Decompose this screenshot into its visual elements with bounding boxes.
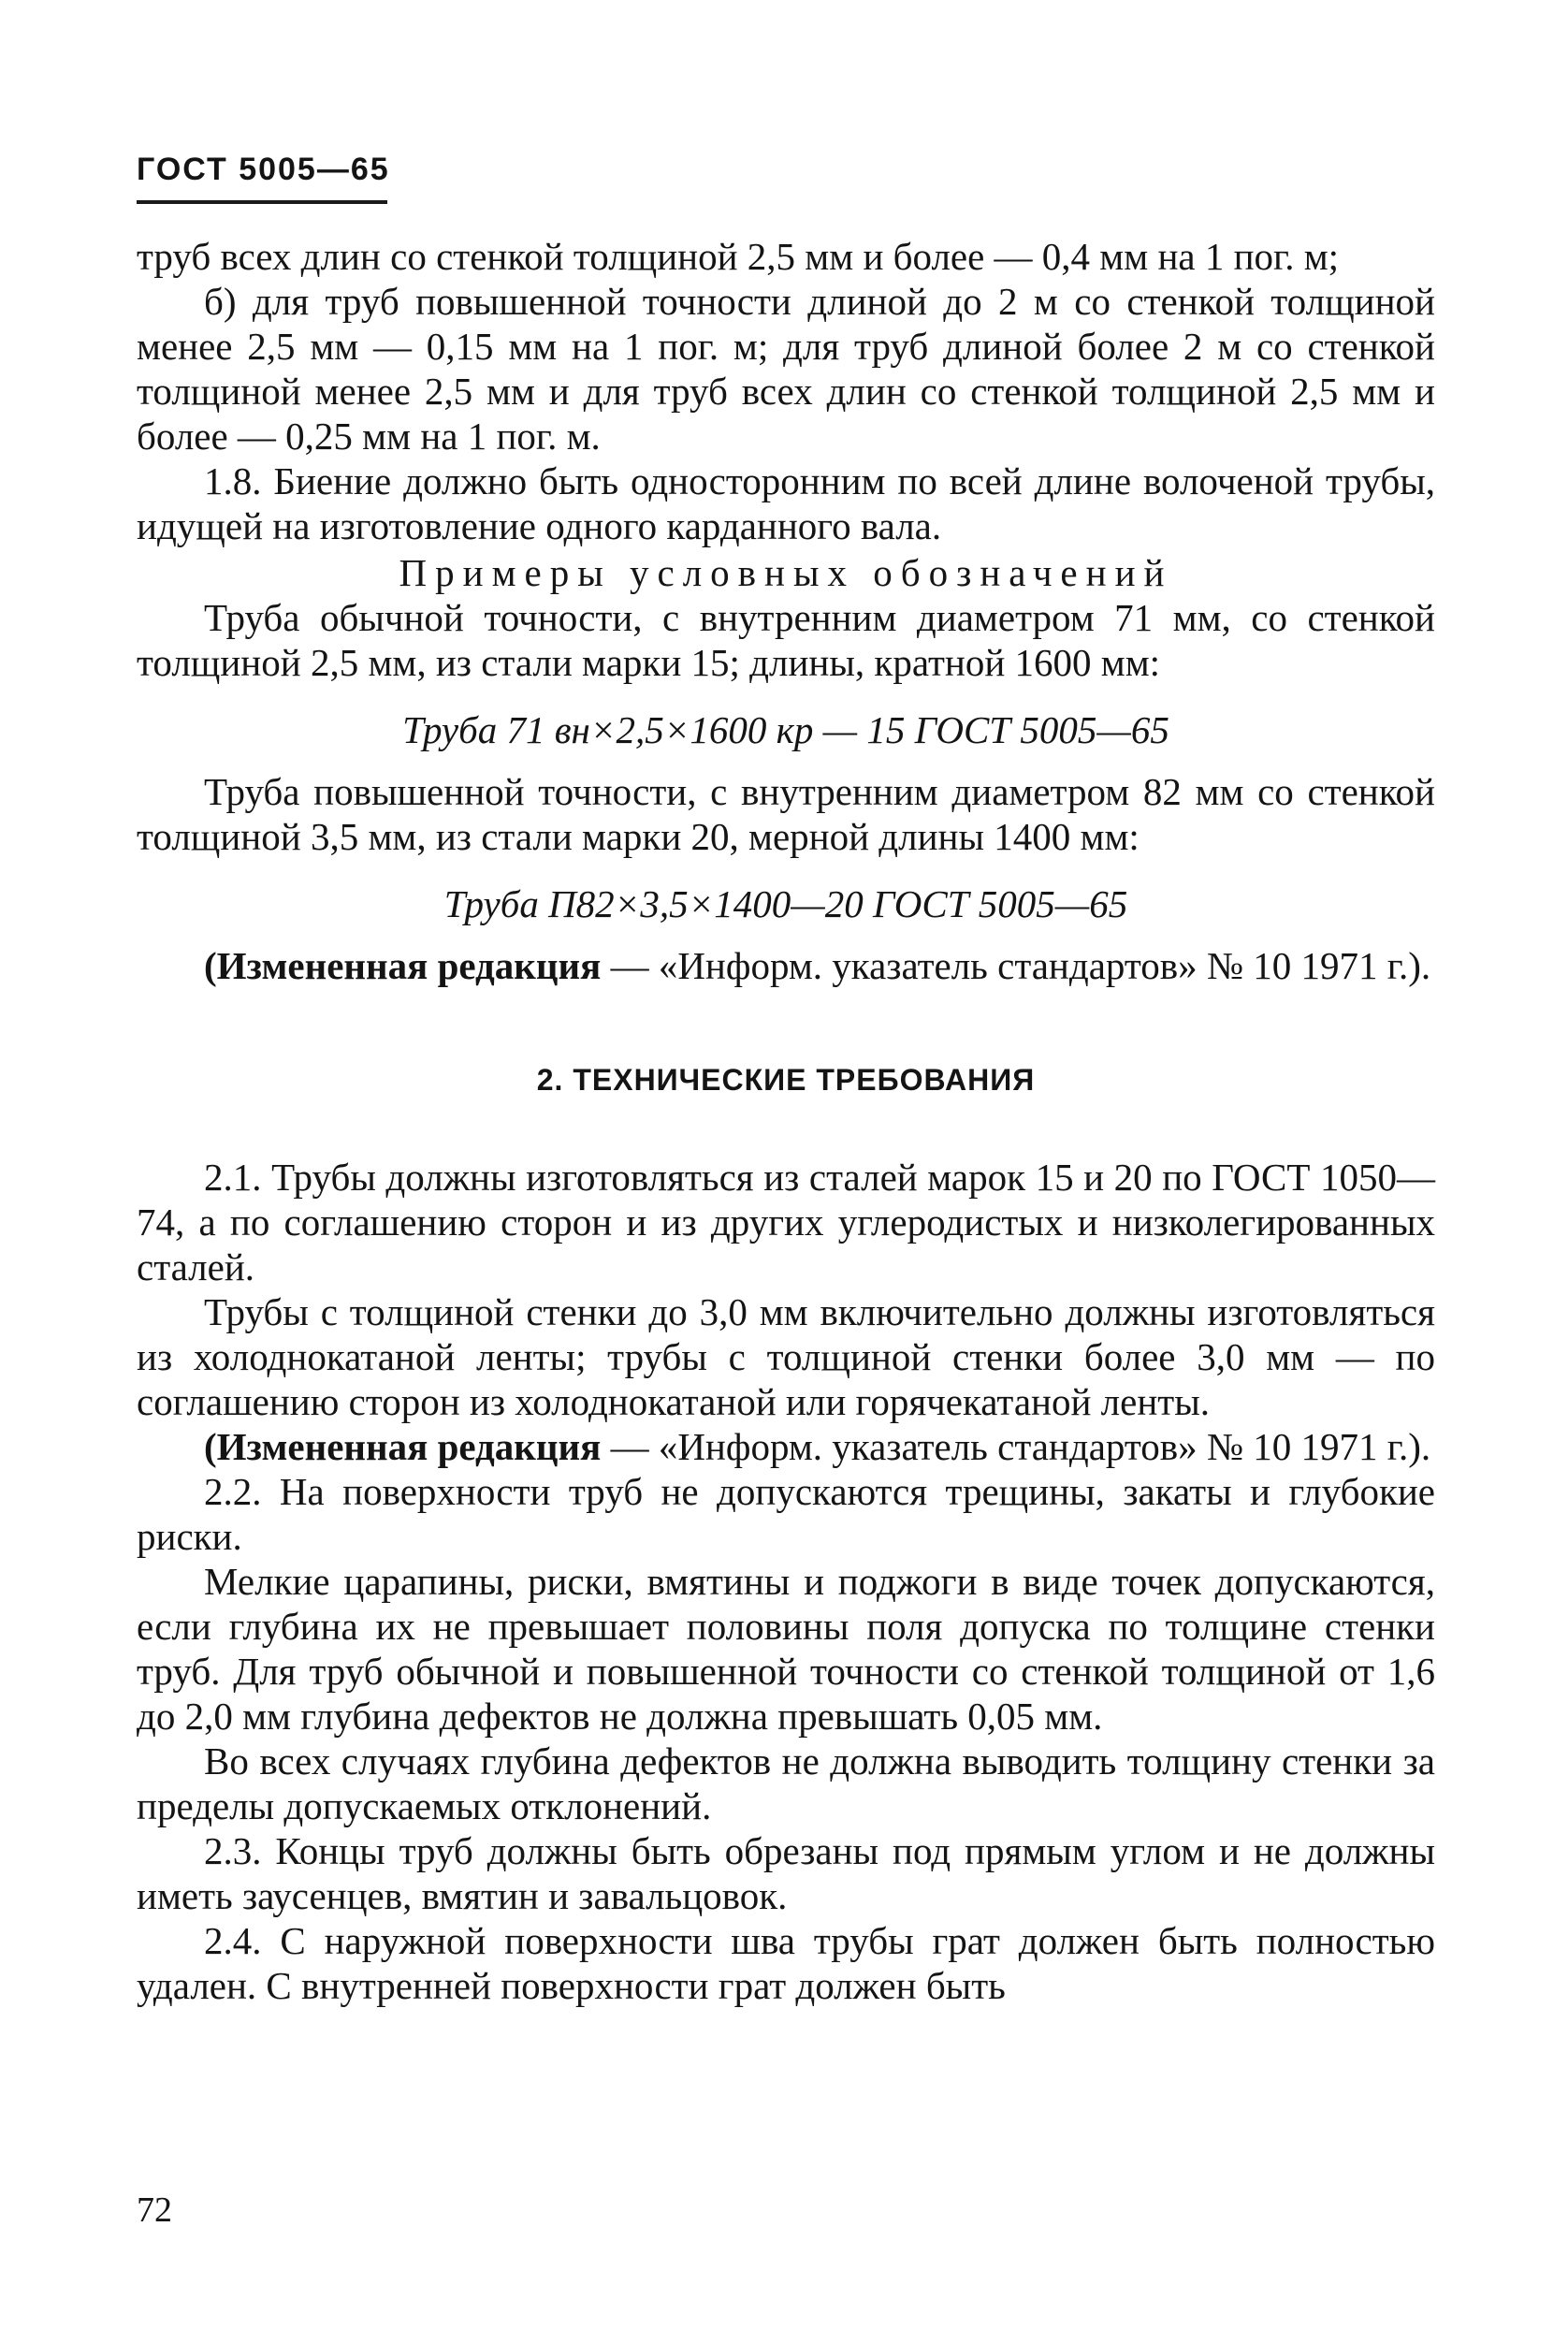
paragraph-2-1-b: Трубы с толщиной стенки до 3,0 мм включительно должны изготовляться из холоднокатаной ленты; трубы с толщиной стенки более 3,0 мм — по соглашению сторон из холоднокатаной или горячекатаной ленты. <box>137 1290 1435 1423</box>
amendment-label: (Измененная редакция <box>204 944 602 987</box>
example-1-text: Труба обычной точности, с внутренним диаметром 71 мм, со стенкой толщиной 2,5 мм, из стали марки 15; длины, кратной 1600 мм: <box>137 596 1435 684</box>
amendment-note-1 <box>137 943 1435 988</box>
example-2-text: Труба повышенной точности, с внутренним диаметром 82 мм со стенкой толщиной 3,5 мм, из стали марки 20, мерной длины 1400 мм: <box>137 770 1435 858</box>
paragraph-item-b: б) для труб повышенной точности длиной до 2 м со стенкой толщиной менее 2,5 мм — 0,15 мм на 1 пог. м; для труб длиной более 2 м со стенкой толщиной менее 2,5 мм и для труб всех длин со стенкой толщиной 2,5 мм и более — 0,25 мм на 1 пог. м. <box>137 280 1435 458</box>
section-title: 2. ТЕХНИЧЕСКИЕ ТРЕБОВАНИЯ <box>536 1063 1036 1097</box>
paragraph-2-2: 2.2. На поверхности труб не допускаются трещины, закаты и глубокие риски. <box>137 1470 1435 1558</box>
examples-heading: Примеры условных обозначений <box>399 551 1173 594</box>
paragraph-2-1: 2.1. Трубы должны изготовляться из сталей марок 15 и 20 по ГОСТ 1050—74, а по соглашению сторон и из других углеродистых и низколегированных сталей. <box>137 1156 1435 1288</box>
amendment-reference: — «Информ. указатель стандартов» № 10 1971 г.). <box>601 944 1431 987</box>
page-header: ГОСТ 5005—65 <box>137 152 390 187</box>
paragraph-2-3: 2.3. Концы труб должны быть обрезаны под прямым углом и не должны иметь заусенцев, вмятин и завальцовок. <box>137 1829 1435 1917</box>
paragraph-continuation: труб всех длин со стенкой толщиной 2,5 мм и более — 0,4 мм на 1 пог. м; <box>137 235 1340 278</box>
paragraph-2-2-b: Мелкие царапины, риски, вмятины и поджоги в виде точек допускаются, если глубина их не превышает половины поля допуска по толщине стенки труб. Для труб обычной и повышенной точности со стенкой толщиной от 1,6 до 2,0 мм глубина дефектов не должна превышать 0,05 мм. <box>137 1560 1435 1738</box>
example-1-formula: Труба 71 вн×2,5×1600 кр — 15 ГОСТ 5005—65 <box>402 708 1169 751</box>
page-number: 72 <box>137 2190 172 2230</box>
amendment-label: (Измененная редакция <box>204 1425 602 1468</box>
example-2-formula: Труба П82×3,5×1400—20 ГОСТ 5005—65 <box>443 882 1128 925</box>
page-content <box>137 234 1435 2008</box>
paragraph-1-8: 1.8. Биение должно быть односторонним по всей длине волоченой трубы, идущей на изготовление одного карданного вала. <box>137 459 1435 547</box>
amendment-note-2 <box>137 1424 1435 1469</box>
paragraph-2-4: 2.4. С наружной поверхности шва трубы грат должен быть полностью удален. С внутренней поверхности грат должен быть <box>137 1919 1435 2007</box>
header-rule <box>137 200 387 204</box>
amendment-reference: — «Информ. указатель стандартов» № 10 1971 г.). <box>601 1425 1431 1468</box>
paragraph-2-2-c: Во всех случаях глубина дефектов не должна выводить толщину стенки за пределы допускаемых отклонений. <box>137 1739 1435 1827</box>
